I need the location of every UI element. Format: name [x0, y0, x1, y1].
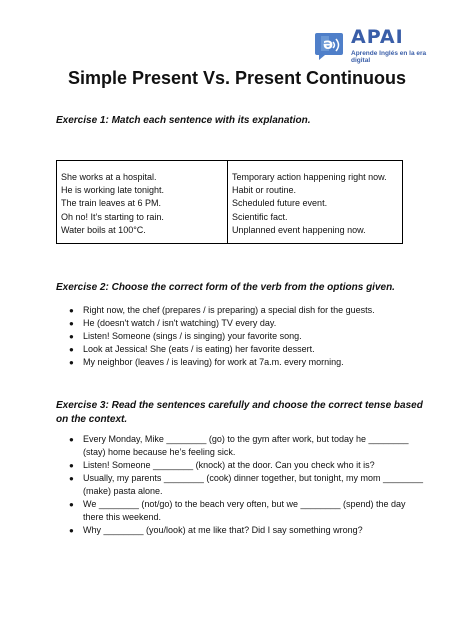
bullet-icon: ● — [69, 358, 74, 367]
explanation-item: Unplanned event happening now. — [232, 224, 366, 235]
bullet-icon: ● — [69, 435, 74, 444]
sentence-item: Water boils at 100°C. — [61, 224, 146, 235]
logo-subtitle: Aprende Inglés en la era digital — [351, 50, 427, 64]
sentence-item: He is working late tonight. — [61, 185, 165, 196]
bullet-icon: ● — [69, 306, 74, 315]
list-item-text: Listen! Someone (sings / is singing) your favorite song. — [83, 331, 302, 341]
list-item — [56, 433, 428, 459]
list-item-text: Look at Jessica! She (eats / is eating) her favorite dessert. — [83, 344, 315, 354]
list-item — [56, 343, 428, 356]
list-item — [56, 304, 428, 317]
exercise-3-heading: Exercise 3: Read the sentences carefully and choose the correct tense based on the context. — [56, 400, 423, 425]
list-item-text: We ________ (not/go) to the beach very often, but we ________ (spend) the day there this weekend. — [83, 499, 406, 522]
bullet-icon: ● — [69, 332, 74, 341]
sentence-item: The train leaves at 6 PM. — [61, 198, 162, 209]
speech-bubble-icon — [313, 29, 345, 61]
list-item-text: My neighbor (leaves / is leaving) for work at 7a.m. every morning. — [83, 357, 344, 367]
list-item-text: Usually, my parents ________ (cook) dinner together, but tonight, my mom ________ (make) pasta alone. — [83, 473, 424, 496]
list-item — [56, 472, 428, 498]
svg-text:ə: ə — [323, 35, 334, 53]
list-item-text: Why ________ (you/look) at me like that? Did I say something wrong? — [83, 525, 363, 535]
page-title: Simple Present Vs. Present Continuous — [67, 68, 407, 88]
bullet-icon: ● — [69, 474, 74, 483]
bullet-icon: ● — [69, 461, 74, 470]
bullet-icon: ● — [69, 526, 74, 535]
sentences-column — [57, 161, 228, 243]
bullet-icon: ● — [69, 319, 74, 328]
apai-logo — [313, 26, 445, 68]
bullet-icon: ● — [69, 500, 74, 509]
list-item-text: Every Monday, Mike ________ (go) to the gym after work, but today he ________ (stay) home because he’s feeling sick. — [83, 434, 409, 457]
list-item — [56, 330, 428, 343]
logo-title: APAI — [351, 26, 404, 48]
explanation-item: Scheduled future event. — [232, 198, 328, 209]
list-item — [56, 524, 428, 537]
list-item-text: Listen! Someone ________ (knock) at the door. Can you check who it is? — [83, 460, 375, 470]
exercise-2-heading: Exercise 2: Choose the correct form of the verb from the options given. — [56, 282, 395, 293]
exercise-1-heading: Exercise 1: Match each sentence with its explanation. — [56, 115, 311, 126]
explanation-item: Temporary action happening right now. — [232, 172, 387, 182]
explanation-item: Scientific fact. — [232, 211, 288, 222]
exercise-3-list — [56, 433, 428, 537]
list-item — [56, 498, 428, 524]
sentence-item: Oh no! It’s starting to rain. — [61, 211, 164, 222]
list-item — [56, 317, 428, 330]
list-item-text: Right now, the chef (prepares / is preparing) a special dish for the guests. — [83, 305, 375, 315]
exercise-2-list — [56, 304, 428, 369]
explanation-item: Habit or routine. — [232, 185, 297, 196]
sentence-item: She works at a hospital. — [61, 172, 157, 182]
list-item-text: He (doesn't watch / isn't watching) TV every day. — [83, 318, 277, 328]
match-table — [56, 160, 403, 244]
list-item — [56, 356, 428, 369]
explanations-column — [228, 161, 402, 243]
list-item — [56, 459, 428, 472]
bullet-icon: ● — [69, 345, 74, 354]
